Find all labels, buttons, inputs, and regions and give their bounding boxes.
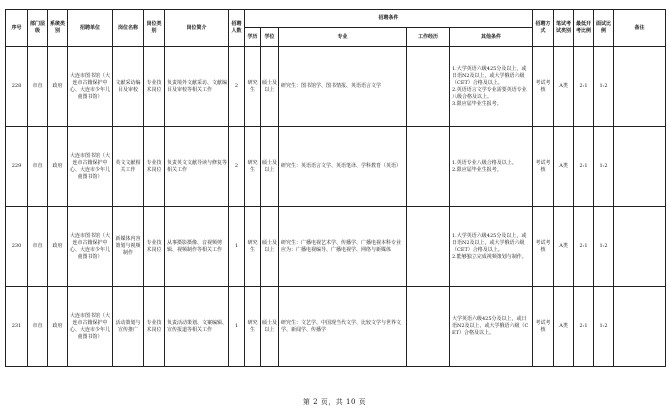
other-condition-line: 1.大学英语六级425分及以上，或日语N2及以上，或大学俄语六级（CET）合格及以上。 (452, 232, 527, 253)
cell-method: 考试考核 (533, 287, 554, 367)
cell-post-type: 专业技术岗位 (144, 287, 165, 367)
header-ratio-interview: 面试比例 (594, 10, 614, 47)
cell-unit: 大连市图书馆（大连市古籍保护中心、大连市少年儿童图书馆） (68, 47, 113, 127)
cell-seq: 228 (6, 47, 28, 127)
cell-count: 2 (229, 47, 245, 127)
cell-dept-level: 市直 (28, 127, 48, 207)
header-remark: 备注 (614, 10, 666, 47)
header-other: 其他条件 (450, 28, 533, 47)
cell-ratio-interview: 1:2 (594, 47, 614, 127)
cell-dept-level: 市直 (28, 287, 48, 367)
table-row (6, 207, 666, 287)
cell-post-type: 专业技术岗位 (144, 127, 165, 207)
cell-remark (614, 127, 666, 207)
cell-degree: 硕士及以上 (261, 287, 279, 367)
cell-ratio-interview: 1:2 (594, 127, 614, 207)
cell-major: 研究生：图书馆学、图书情报、英语语言文学 (279, 47, 407, 127)
cell-post-desc: 负责境外文献采访、文献编目及审校等相关工作 (165, 47, 229, 127)
header-conditions: 招聘条件 (245, 10, 533, 28)
cell-other (450, 127, 533, 207)
header-unit: 招聘单位 (68, 10, 113, 47)
cell-degree: 硕士及以上 (261, 207, 279, 287)
cell-unit: 大连市图书馆（大连市古籍保护中心、大连市少年儿童图书馆） (68, 127, 113, 207)
header-ratio-open: 最低开考比例 (574, 10, 594, 47)
cell-remark (614, 47, 666, 127)
cell-method: 考试考核 (533, 47, 554, 127)
cell-seq: 230 (6, 207, 28, 287)
cell-post-name: 英文文献相关工作 (113, 127, 144, 207)
cell-ratio-interview: 1:2 (594, 287, 614, 367)
cell-post-desc: 负责英文文献导读与修复等相关工作 (165, 127, 229, 207)
header-experience: 工作经历 (407, 28, 450, 47)
cell-post-type: 专业技术岗位 (144, 207, 165, 287)
cell-seq: 231 (6, 287, 28, 367)
cell-exam-type: A类 (554, 207, 574, 287)
other-condition-line: 1.英语专业八级合格及以上。 (452, 159, 517, 166)
cell-count: 1 (229, 207, 245, 287)
cell-unit: 大连市图书馆（大连市古籍保护中心、大连市少年儿童图书馆） (68, 287, 113, 367)
cell-ratio-open: 2:1 (574, 47, 594, 127)
cell-degree: 硕士及以上 (261, 127, 279, 207)
header-seq: 序号 (6, 10, 28, 47)
header-post-desc: 岗位简介 (165, 10, 229, 47)
header-count: 招聘人数 (229, 10, 245, 47)
cell-education: 研究生 (245, 47, 261, 127)
cell-major: 研究生：广播电视艺术学、传播学、广播电视本科专业应为：广播电视编导、广播电视学、网络与新媒体 (279, 207, 407, 287)
cell-other (450, 287, 533, 367)
cell-education: 研究生 (245, 127, 261, 207)
cell-dept-level: 市直 (28, 47, 48, 127)
cell-education: 研究生 (245, 287, 261, 367)
cell-remark (614, 207, 666, 287)
other-condition-line: 大学英语六级425分及以上，或日语N2及以上，或大学俄语六级（CET）合格及以上。 (452, 316, 529, 336)
recruitment-document (5, 9, 665, 367)
header-row-1 (6, 10, 666, 28)
other-condition-line: 2.能够独立完成视频策划与制作。 (452, 253, 527, 260)
cell-unit: 大连市图书馆（大连市古籍保护中心、大连市少年儿童图书馆） (68, 207, 113, 287)
header-degree: 学位 (261, 28, 279, 47)
header-system: 系统类别 (48, 10, 68, 47)
header-major: 专业 (279, 28, 407, 47)
cell-post-name: 新媒体内容策划与视频制作 (113, 207, 144, 287)
cell-ratio-open: 2:1 (574, 207, 594, 287)
cell-dept-level: 市直 (28, 207, 48, 287)
cell-other (450, 207, 533, 287)
header-dept-level: 部门层级 (28, 10, 48, 47)
cell-post-desc: 从事摄影摄像、音视频剪辑、视频制作等相关工作 (165, 207, 229, 287)
cell-education: 研究生 (245, 207, 261, 287)
header-method: 招聘方式 (533, 10, 554, 47)
cell-exam-type: A类 (554, 127, 574, 207)
header-post-name: 岗位名称 (113, 10, 144, 47)
cell-other (450, 47, 533, 127)
cell-experience (407, 47, 450, 127)
cell-system: 政府 (48, 287, 68, 367)
cell-ratio-open: 2:1 (574, 127, 594, 207)
cell-experience (407, 127, 450, 207)
other-condition-line: 2.限应届毕业生报考。 (452, 166, 502, 173)
cell-exam-type: A类 (554, 287, 574, 367)
page-number: 第 2 页，共 10 页 (302, 398, 367, 406)
header-exam-type: 笔试考试类别 (554, 10, 574, 47)
cell-count: 1 (229, 287, 245, 367)
other-condition-line: 3.限应届毕业生报考。 (452, 100, 502, 107)
cell-system: 政府 (48, 127, 68, 207)
cell-method: 考试考核 (533, 207, 554, 287)
other-condition-line: 1.大学英语六级425分及以上，或日语N2及以上，或大学俄语六级（CET）合格及以上。 (452, 65, 527, 86)
cell-count: 2 (229, 127, 245, 207)
recruitment-table (5, 9, 666, 367)
cell-major: 研究生：文艺学、中国现当代文学、比较文学与世界文学、新闻学、传播学 (279, 287, 407, 367)
cell-remark (614, 287, 666, 367)
table-row (6, 127, 666, 207)
cell-seq: 229 (6, 127, 28, 207)
cell-post-name: 文献采访编目及审校 (113, 47, 144, 127)
cell-experience (407, 207, 450, 287)
cell-system: 政府 (48, 207, 68, 287)
table-row (6, 47, 666, 127)
cell-exam-type: A类 (554, 47, 574, 127)
cell-method: 考试考核 (533, 127, 554, 207)
cell-ratio-interview: 1:2 (594, 207, 614, 287)
cell-post-name: 活动策划与宣传推广 (113, 287, 144, 367)
table-row (6, 287, 666, 367)
header-education: 学历 (245, 28, 261, 47)
cell-system: 政府 (48, 47, 68, 127)
cell-post-desc: 负责活动策划、文案编辑、宣传报道等相关工作 (165, 287, 229, 367)
cell-degree: 硕士及以上 (261, 47, 279, 127)
cell-post-type: 专业技术岗位 (144, 47, 165, 127)
cell-major: 研究生：英语语言文学、英语笔译、学科教育（英语） (279, 127, 407, 207)
other-condition-line: 2.英语语言文学专业需要英语专业八级合格及以上。 (452, 86, 527, 100)
cell-ratio-open: 2:1 (574, 287, 594, 367)
cell-experience (407, 287, 450, 367)
header-post-type: 岗位类别 (144, 10, 165, 47)
